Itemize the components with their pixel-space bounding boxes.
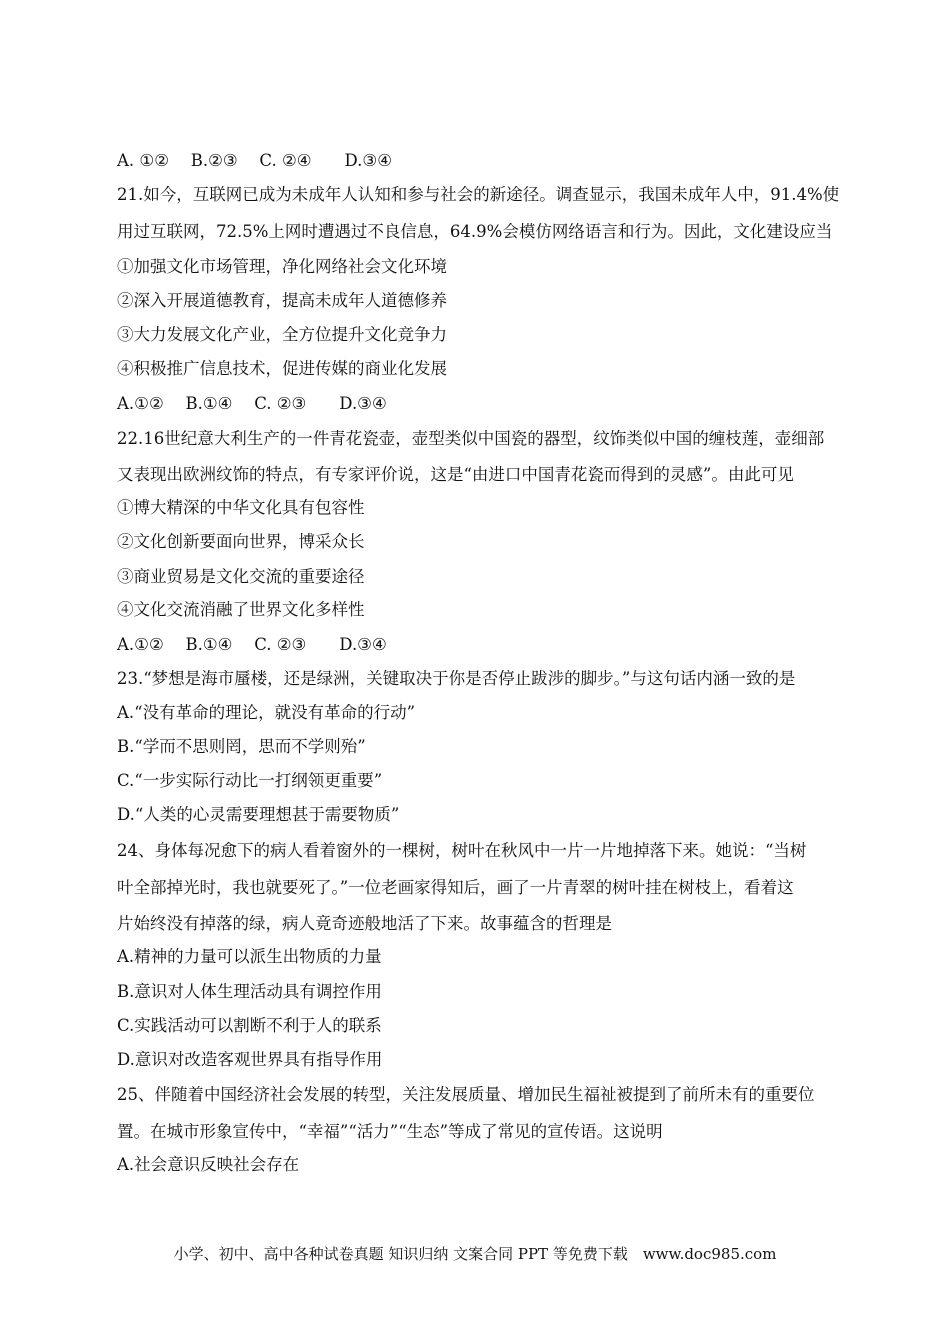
q23-option-d: D.“人类的心灵需要理想甚于需要物质” <box>117 805 400 824</box>
q20-options: A. ①② B.②③ C. ②④ D.③④ <box>117 151 393 170</box>
q23-option-b: B.“学而不思则罔，思而不学则殆” <box>117 737 366 756</box>
q22-options: A.①② B.①④ C. ②③ D.③④ <box>117 635 387 654</box>
q21-item-1: ①加强文化市场管理，净化网络社会文化环境 <box>117 257 447 276</box>
q23-stem: 23.“梦想是海市蜃楼，还是绿洲，关键取决于你是否停止跋涉的脚步。”与这句话内涵一致的是 <box>117 669 796 688</box>
q21-stem-line2: 用过互联网，72.5%上网时遭遇过不良信息，64.9%会模仿网络语言和行为。因此，文化建设应当 <box>117 222 833 241</box>
page-footer: 小学、初中、高中各种试卷真题 知识归纳 文案合同 PPT 等免费下载 www.doc985.com <box>173 1245 777 1263</box>
q24-stem-line1: 24、身体每况愈下的病人看着窗外的一棵树，树叶在秋风中一片一片地掉落下来。她说：“当树 <box>117 841 807 860</box>
q22-stem-line2: 又表现出欧洲纹饰的特点，有专家评价说，这是“由进口中国青花瓷而得到的灵感”。由此可见 <box>117 465 794 484</box>
q21-stem-line1: 21.如今，互联网已成为未成年人认知和参与社会的新途径。调查显示，我国未成年人中，91.4%使 <box>117 185 840 204</box>
q21-options: A.①② B.①④ C. ②③ D.③④ <box>117 394 387 413</box>
q22-item-2: ②文化创新要面向世界，博采众长 <box>117 532 365 551</box>
q25-stem-line1: 25、伴随着中国经济社会发展的转型，关注发展质量、增加民生福祉被提到了前所未有的重要位 <box>117 1085 815 1104</box>
q24-stem-line3: 片始终没有掉落的绿，病人竟奇迹般地活了下来。故事蕴含的哲理是 <box>117 914 612 933</box>
q24-option-d: D.意识对改造客观世界具有指导作用 <box>117 1050 383 1069</box>
q23-option-a: A.“没有革命的理论，就没有革命的行动” <box>117 703 416 722</box>
q24-option-a: A.精神的力量可以派生出物质的力量 <box>117 947 382 966</box>
q24-option-b: B.意识对人体生理活动具有调控作用 <box>117 982 382 1001</box>
q24-stem-line2: 叶全部掉光时，我也就要死了。”一位老画家得知后，画了一片青翠的树叶挂在树枝上，看着这 <box>117 878 794 897</box>
q21-item-3: ③大力发展文化产业，全方位提升文化竞争力 <box>117 325 447 344</box>
q22-stem-line1: 22.16世纪意大利生产的一件青花瓷壶，壶型类似中国瓷的器型，纹饰类似中国的缠枝莲，壶细部 <box>117 429 825 448</box>
q24-option-c: C.实践活动可以割断不利于人的联系 <box>117 1016 382 1035</box>
q22-item-1: ①博大精深的中华文化具有包容性 <box>117 498 365 517</box>
q22-item-4: ④文化交流消融了世界文化多样性 <box>117 600 365 619</box>
q21-item-4: ④积极推广信息技术，促进传媒的商业化发展 <box>117 359 447 378</box>
q25-option-a: A.社会意识反映社会存在 <box>117 1155 300 1174</box>
q22-item-3: ③商业贸易是文化交流的重要途径 <box>117 567 365 586</box>
q23-option-c: C.“一步实际行动比一打纲领更重要” <box>117 771 383 790</box>
q25-stem-line2: 置。在城市形象宣传中，“幸福”“活力”“生态”等成了常见的宣传语。这说明 <box>117 1122 663 1141</box>
q21-item-2: ②深入开展道德教育，提高未成年人道德修养 <box>117 291 447 310</box>
